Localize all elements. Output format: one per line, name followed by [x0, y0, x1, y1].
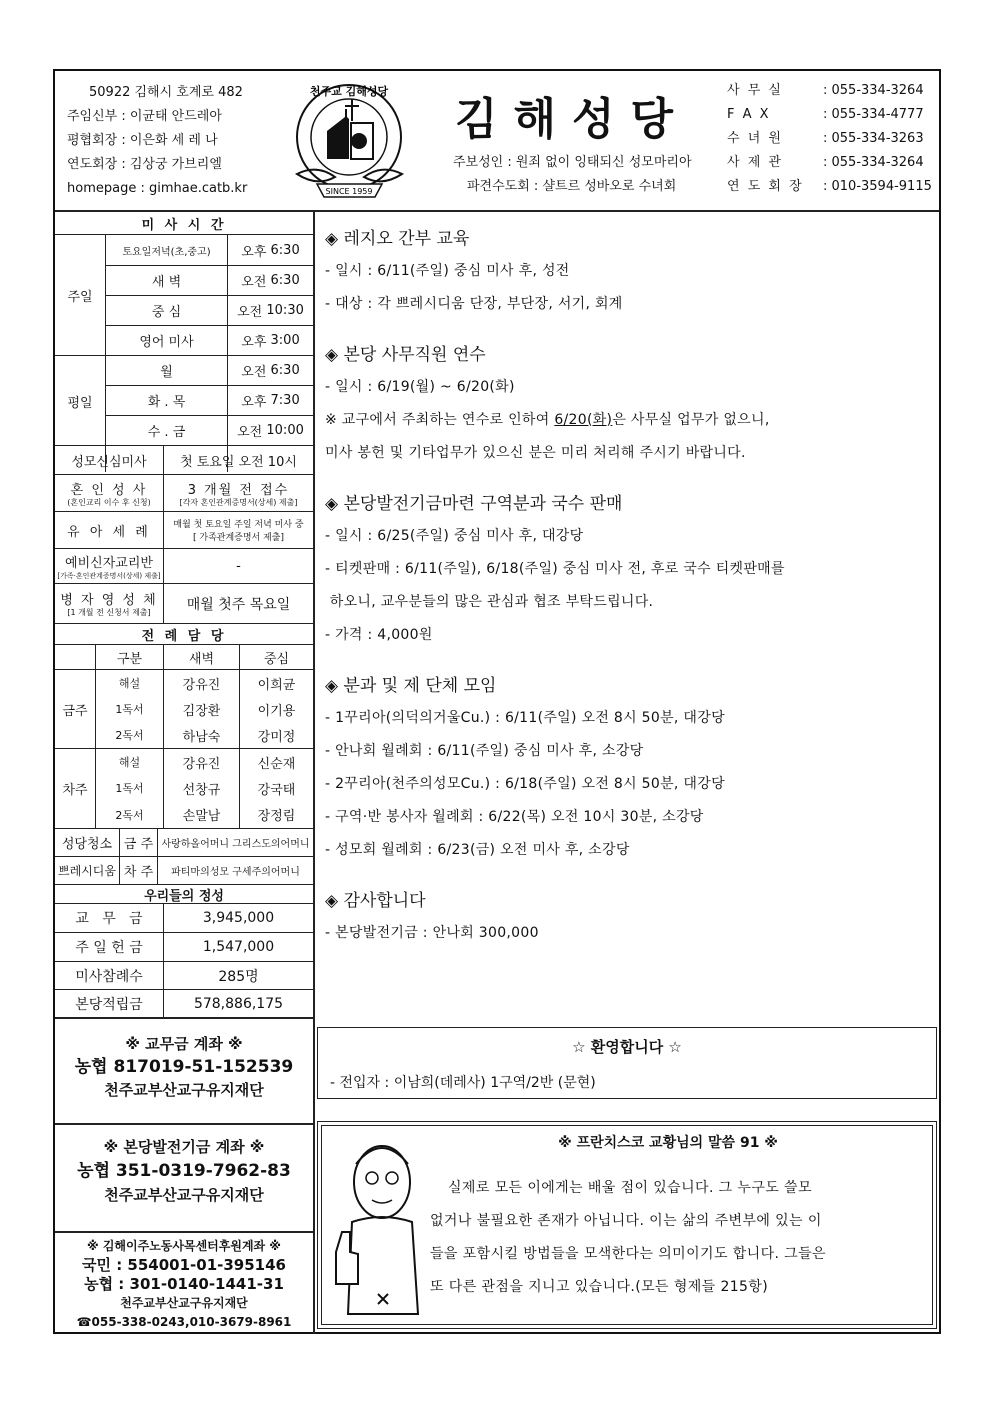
offering-value: 1,547,000 [202, 939, 275, 955]
tithe-account [55, 1033, 313, 1101]
mass-name: 수 . 금 [147, 425, 186, 440]
devotion-mass-label: 성모신심미사 [71, 454, 147, 470]
mass-name: 영어 미사 [139, 335, 194, 350]
cleaning-week: 차 주 [123, 865, 154, 880]
contact-row: F A X : 055-334-4777 [727, 107, 924, 122]
liturgy-role: 해설 [118, 756, 141, 769]
mass-time: 오후 7:30 [241, 393, 300, 410]
mass-name: 월 [160, 365, 173, 380]
notice-line: - 1꾸리아(의덕의거울Cu.) : 6/11(주일) 오전 8시 50분, 대강당 [325, 710, 725, 726]
development-account-holder: 천주교부산교구유지재단 [104, 1186, 264, 1204]
mass-name: 화 . 목 [147, 395, 186, 410]
tithe-account-holder: 천주교부산교구유지재단 [104, 1081, 264, 1099]
migrant-account-title: ※ 김해이주노동사목센터후원계좌 ※ [87, 1239, 281, 1253]
contact-list [727, 79, 937, 199]
offering-label: 미사참례수 [75, 968, 143, 985]
offering-value: 578,886,175 [193, 995, 284, 1012]
contact-row: 수 녀 원 : 055-334-3263 [727, 131, 924, 146]
contact-row: 사 무 실 : 055-334-3264 [727, 83, 924, 98]
notice-meetings-title: ◈ 분과 및 제 단체 모임 [325, 676, 497, 696]
migrant-account-line2: 농협 : 301-0140-1441-31 [84, 1275, 284, 1293]
logo-since: SINCE 1959 [325, 187, 373, 196]
welcome-box [317, 1027, 937, 1099]
liturgy-main: 장정림 [257, 809, 296, 824]
liturgy-role: 2독서 [115, 808, 144, 822]
devotion-mass-value: 첫 토요일 오전 10시 [180, 454, 297, 470]
council-president: 평협회장 : 이은화 세 레 나 [67, 133, 218, 148]
tithe-account-number: 농협 817019-51-152539 [74, 1057, 294, 1077]
liturgy-dawn: 선창규 [182, 782, 221, 798]
mission-order: 파견수도회 : 샬트르 성바오로 수녀회 [467, 179, 677, 194]
page-title: 김해성당 [455, 94, 690, 145]
liturgy-main: 이기용 [257, 703, 296, 719]
liturgy-main: 강미정 [257, 729, 296, 745]
liturgy-dawn: 강유진 [182, 677, 221, 693]
address: 50922 김해시 호계로 482 [89, 85, 243, 100]
liturgy-role: 1독서 [115, 703, 144, 716]
sunday-label: 주일 [67, 289, 93, 305]
contact-row: 사 제 관 : 055-334-3264 [727, 155, 924, 170]
offering-label: 교 무 금 [75, 911, 143, 927]
migrant-account-line1: 국민 : 554001-01-395146 [82, 1256, 286, 1274]
pope-quote-title: ※ 프란치스코 교황님의 말씀 91 ※ [558, 1135, 778, 1151]
offering-value: 285명 [218, 968, 259, 985]
pastor: 주임신부 : 이균태 안드레아 [67, 109, 222, 124]
notice-line: - 일시 : 6/19(월) ~ 6/20(화) [325, 379, 515, 395]
liturgy-role: 1독서 [115, 782, 144, 795]
catechumen-label: 예비신자교리반 [가족·혼인관계증명서(상세) 제출] [57, 555, 161, 580]
notice-line: - 가격 : 4,000원 [325, 627, 433, 643]
notice-line: - 2꾸리아(천주의성모Cu.) : 6/18(주일) 오전 8시 50분, 대강당 [325, 776, 725, 792]
notice-noodle-sale-title: ◈ 본당발전기금마련 구역분과 국수 판매 [325, 494, 623, 514]
parish-logo-icon [287, 79, 412, 204]
offering-value: 3,945,000 [202, 910, 275, 926]
cleaning-group: 성당청소 [61, 837, 113, 852]
notice-line: 하오니, 교우분들의 많은 관심과 협조 부탁드립니다. [325, 594, 654, 610]
migrant-center-account [55, 1237, 313, 1332]
migrant-account-holder: 천주교부산교구유지재단 [120, 1296, 248, 1310]
development-account-title: ※ 본당발전기금 계좌 ※ [103, 1138, 265, 1156]
liturgy-main: 강국태 [257, 782, 296, 798]
mass-name: 중 심 [151, 305, 182, 320]
liturgy-header: 구분 [116, 651, 143, 667]
logo-text: 천주교 김해성당 [309, 85, 389, 98]
pope-thumbs-up-icon [330, 1134, 425, 1319]
liturgy-title: 전 례 담 당 [141, 628, 227, 644]
notice-line: - 티켓판매 : 6/11(주일), 6/18(주일) 중심 미사 전, 후로 국수 티켓판매를 [325, 561, 785, 577]
cleaning-week: 금 주 [123, 837, 154, 852]
pope-quote-box [317, 1121, 937, 1329]
homepage: homepage : gimhae.catb.kr [67, 181, 248, 196]
liturgy-main: 신순재 [257, 756, 296, 772]
notice-thanks-title: ◈ 감사합니다 [325, 891, 426, 911]
notice-line: - 안나회 월례회 : 6/11(주일) 중심 미사 후, 소강당 [325, 743, 644, 759]
notice-line: 미사 봉헌 및 기타업무가 있으신 분은 미리 처리해 주시기 바랍니다. [325, 445, 746, 461]
notice-line: - 구역·반 봉사자 월례회 : 6/22(목) 오전 10시 30분, 소강당 [325, 809, 704, 825]
notice-staff-training-title: ◈ 본당 사무직원 연수 [325, 345, 486, 365]
this-week-label: 금주 [62, 703, 88, 719]
mass-times-title: 미 사 시 간 [141, 217, 227, 233]
notice-line: - 성모회 월례회 : 6/23(금) 오전 미사 후, 소강당 [325, 842, 630, 858]
notice-line: - 대상 : 각 쁘레시디움 단장, 부단장, 서기, 회계 [325, 296, 623, 312]
liturgy-dawn: 손말남 [182, 809, 221, 824]
cleaning-value: 사랑하올어머니 그리스도의어머니 [161, 839, 310, 850]
welcome-title: ☆ 환영합니다 ☆ [572, 1038, 682, 1056]
marriage-value: 3 개월 전 접수 [각자 혼인관계증명서(상세) 제출] [179, 482, 298, 507]
liturgy-main: 이희균 [257, 677, 296, 693]
offering-label: 본당적립금 [75, 996, 143, 1013]
patron-info [453, 151, 692, 199]
next-week-label: 차주 [62, 783, 88, 798]
mass-time: 오전 6:30 [241, 363, 300, 380]
notice-line: - 일시 : 6/25(주일) 중심 미사 후, 대강당 [325, 528, 584, 544]
welcome-line: - 전입자 : 이남희(데레사) 1구역/2반 (문현) [330, 1075, 596, 1091]
development-account-number: 농협 351-0319-7962-83 [77, 1161, 291, 1181]
liturgy-header: 중심 [263, 651, 290, 667]
infant-baptism-label: 유 아 세 례 [67, 524, 151, 540]
mass-time: 오후 6:30 [241, 242, 300, 260]
mass-time: 오전 10:30 [237, 303, 304, 320]
sick-communion-value: 매월 첫주 목요일 [186, 596, 291, 613]
patron-saint: 주보성인 : 원죄 없이 잉태되신 성모마리아 [453, 155, 692, 170]
contact-row: 연 도 회 장 : 010-3594-9115 [727, 179, 932, 194]
mass-time: 오전 6:30 [241, 273, 300, 290]
migrant-account-phone: ☎055-338-0243,010-3679-8961 [76, 1315, 292, 1329]
bulletin-page [53, 69, 941, 1334]
liturgy-dawn: 하남숙 [182, 729, 221, 745]
notice-line: - 일시 : 6/11(주일) 중심 미사 후, 성전 [325, 263, 570, 279]
notice-line: - 본당발전기금 : 안나회 300,000 [325, 925, 539, 941]
notices [325, 223, 935, 950]
mass-time: 오후 3:00 [241, 333, 300, 350]
sick-communion-label: 병 자 영 성 체 [1 개월 전 신청서 제출] [60, 593, 158, 617]
tithe-account-title: ※ 교무금 계좌 ※ [125, 1035, 243, 1053]
liturgy-role: 해설 [118, 677, 141, 690]
notice-line: ※ 교구에서 주최하는 연수로 인하여 6/20(화)은 사무실 업무가 없으니, [325, 412, 770, 428]
marriage-label: 혼 인 성 사 (혼인교리 이수 후 신청) [67, 482, 151, 507]
notice-legio-title: ◈ 레지오 간부 교육 [325, 229, 470, 249]
liturgy-dawn: 김장환 [182, 703, 221, 719]
parish-info [67, 81, 287, 201]
liturgy-role: 2독서 [115, 729, 144, 742]
cleaning-value: 파티마의성모 구세주의어머니 [171, 867, 300, 878]
mass-time: 오전 10:00 [237, 423, 304, 440]
mass-name: 새 벽 [151, 275, 182, 290]
cleaning-group: 쁘레시디움 [58, 864, 116, 878]
catechumen-value: - [236, 558, 241, 574]
offering-title: 우리들의 정성 [144, 888, 224, 904]
offering-label: 주 일 헌 금 [75, 940, 143, 956]
pope-quote-text: 실제로 모든 이에게는 배울 점이 있습니다. 그 누구도 쓸모 없거나 불필요한 존재가 아닙니다. 이는 삶의 주변부에 있는 이 들을 포함시킬 방법들을 모색한다는 의미이기도 합니다. 그들은 또 다른 관점을 지니고 있습니다.(모든 형제들 215항) [430, 1180, 826, 1295]
mass-name: 토요일저녁(초,중고) [122, 246, 211, 258]
weekday-label: 평일 [67, 395, 93, 411]
infant-baptism-value: 매월 첫 토요일 주일 저녁 미사 중 [ 가족관계증명서 제출] [173, 520, 304, 543]
youth-president: 연도회장 : 김상궁 가브리엘 [67, 157, 222, 172]
liturgy-dawn: 강유진 [182, 756, 221, 772]
development-account [55, 1135, 313, 1207]
liturgy-header: 새벽 [188, 651, 215, 667]
